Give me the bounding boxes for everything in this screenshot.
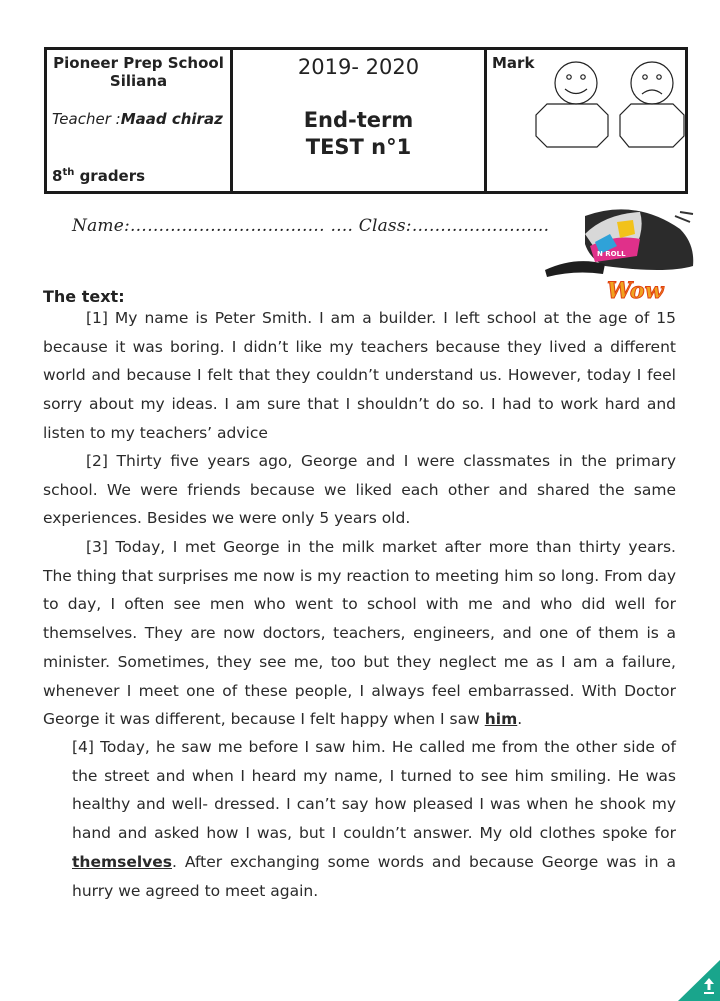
paragraph-3-text: [3] Today, I met George in the milk market after more than thirty years. The thing that surprises me now is my reaction to meeting him so long. From day to day, I often see men who went to school with me and who did well for themselves. They are now doctors, teachers, engineers, and one of them is a minister. Sometimes, they see me, too but they neglect me as I am a failure, whenever I meet one of these people, I always feel embarrassed. With Doctor George it was different, because I felt happy when I saw — [43, 538, 676, 729]
paragraph-4-reference-word: themselves — [72, 852, 173, 871]
grade-suffix: th — [62, 167, 75, 178]
test-title — [233, 107, 484, 161]
paragraph-3 — [43, 533, 676, 734]
school-info-cell — [47, 50, 233, 191]
paragraph-1-text: [1] My name is Peter Smith. I am a builder. I left school at the age of 15 because it was boring. I didn’t like my teachers because they lived a different world and because I felt that they couldn’t understand us. However, today I feel sorry about my ideas. I am sure that I shouldn’t do so. I had to work hard and listen to my teachers’ advice — [43, 309, 676, 442]
paragraph-4-end: . After exchanging some words and because George was in a hurry we agreed to meet again. — [72, 852, 676, 900]
teacher-label: Teacher : — [52, 110, 121, 128]
sad-face-icon — [620, 62, 684, 147]
teacher-name: Maad chiraz — [120, 110, 223, 128]
grade-label — [52, 167, 145, 185]
mark-label: Mark — [492, 54, 535, 72]
test-title-line1: End-term — [303, 108, 414, 132]
paragraph-2 — [43, 447, 676, 533]
name-class-line: Name:……………………………. …. Class:…………………… — [72, 216, 550, 236]
cap-wow-icon — [545, 204, 695, 304]
wow-text: Wow — [607, 278, 664, 304]
grade-number: 8 — [52, 167, 63, 185]
grade-text: graders — [74, 167, 146, 185]
paragraph-3-reference-word: him — [484, 710, 518, 729]
scroll-top-icon[interactable] — [678, 960, 720, 1001]
faces-icon — [487, 50, 685, 191]
test-header-table — [44, 47, 688, 194]
cap-badge-text: N ROLL — [597, 250, 626, 258]
paragraph-4-text: [4] Today, he saw me before I saw him. He called me from the other side of the street and when I heard my name, I turned to see him smiling. He was healthy and well- dressed. I can’t say how pleased I was when he shook my hand and asked how I was, but I couldn’t answer. My old clothes spoke for — [72, 738, 676, 843]
paragraph-3-end: . — [517, 710, 523, 729]
mark-cell — [487, 50, 685, 191]
paragraph-1 — [43, 304, 676, 448]
paragraph-2-text: [2] Thirty five years ago, George and I were classmates in the primary school. We were friends because we liked each other and shared the same experiences. Besides we were only 5 years old. — [43, 452, 676, 528]
test-title-line2: TEST n°1 — [305, 135, 412, 159]
title-cell — [233, 50, 487, 191]
school-name: Pioneer Prep School Siliana — [53, 54, 224, 90]
teacher-info — [52, 110, 223, 128]
paragraph-4 — [72, 733, 676, 905]
happy-face-icon — [536, 62, 608, 147]
school-year: 2019- 2020 — [297, 55, 420, 79]
text-label: The text: — [43, 287, 125, 306]
